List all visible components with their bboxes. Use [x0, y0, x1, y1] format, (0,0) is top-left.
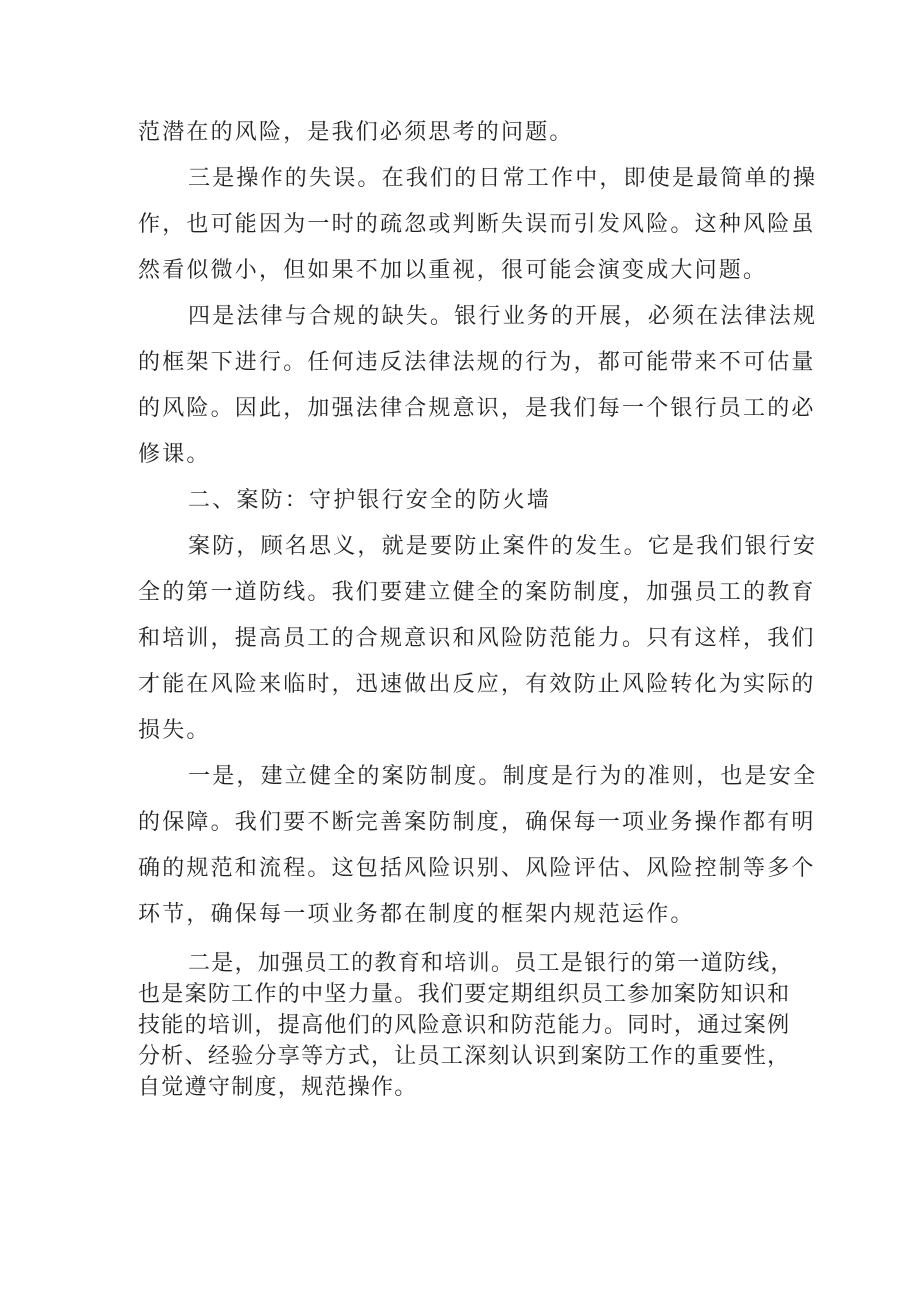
paragraph-line: 才能在风险来临时，迅速做出反应，有效防止风险转化为实际的	[138, 672, 816, 697]
paragraph-first-line: 四是法律与合规的缺失。银行业务的开展，必须在法律法规	[188, 304, 818, 329]
paragraph-line: 的框架下进行。任何违反法律法规的行为，都可能带来不可估量	[138, 350, 816, 375]
paragraph-line: 环节，确保每一项业务都在制度的框架内规范运作。	[138, 902, 695, 927]
paragraph-line: 作，也可能因为一时的疏忽或判断失误而引发风险。这种风险虽	[138, 212, 816, 237]
paragraph-line: 的保障。我们要不断完善案防制度，确保每一项业务操作都有明	[138, 810, 816, 835]
paragraph-first-line: 一是，建立健全的案防制度。制度是行为的准则，也是安全	[188, 764, 818, 789]
paragraph-first-line: 三是操作的失误。在我们的日常工作中，即使是最简单的操	[188, 166, 818, 191]
paragraph-line: 全的第一道防线。我们要建立健全的案防制度，加强员工的教育	[138, 580, 816, 605]
paragraph-line: 的风险。因此，加强法律合规意识，是我们每一个银行员工的必	[138, 396, 816, 421]
text-block-upper	[138, 110, 818, 938]
paragraph-first-line: 二、案防：守护银行安全的防火墙	[188, 488, 552, 513]
paragraph-line: 然看似微小，但如果不加以重视，很可能会演变成大问题。	[138, 258, 768, 283]
paragraph-line: 技能的培训，提高他们的风险意识和防范能力。同时，通过案例	[138, 1013, 791, 1038]
paragraph-line: 和培训，提高员工的合规意识和风险防范能力。只有这样，我们	[138, 626, 816, 651]
section-gap	[138, 938, 788, 948]
paragraph-line: 分析、经验分享等方式，让员工深刻认识到案防工作的重要性，	[138, 1044, 791, 1069]
text-block-lower	[138, 948, 794, 1103]
paragraph-line: 损失。	[138, 718, 211, 743]
paragraph-first-line: 二是，加强员工的教育和培训。员工是银行的第一道防线，	[188, 951, 794, 976]
paragraph-line: 修课。	[138, 442, 211, 467]
paragraph-line: 范潜在的风险，是我们必须思考的问题。	[138, 120, 574, 145]
paragraph-line: 也是案防工作的中坚力量。我们要定期组织员工参加案防知识和	[138, 982, 791, 1007]
paragraph-line: 确的规范和流程。这包括风险识别、风险评估、风险控制等多个	[138, 856, 816, 881]
paragraph-first-line: 案防，顾名思义，就是要防止案件的发生。它是我们银行安	[188, 534, 818, 559]
paragraph-line: 自觉遵守制度，规范操作。	[138, 1075, 418, 1100]
document-body	[138, 110, 818, 1103]
